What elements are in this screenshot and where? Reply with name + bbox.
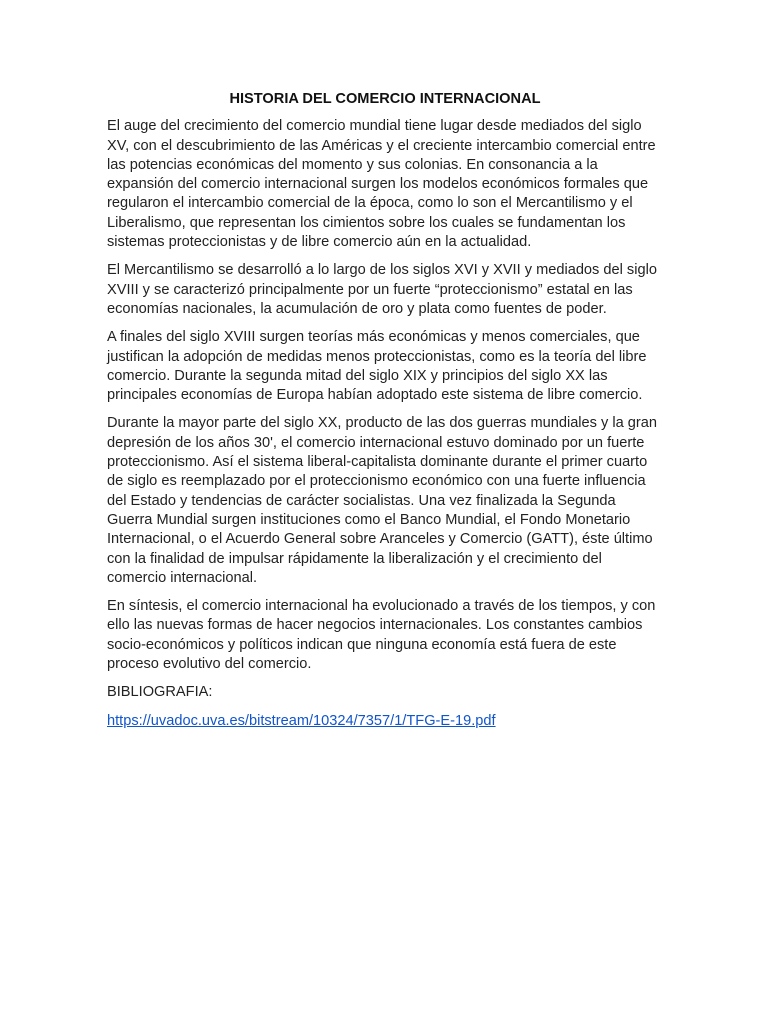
paragraph-libre-comercio: A finales del siglo XVIII surgen teorías más económicas y menos comerciales, que justifican la adopción de medidas menos proteccionistas, como es la teoría del libre comercio. Durante la segunda mitad del siglo XIX y principios del siglo XX las principales economías de Europa habían adoptado este sistema de libre comercio. xyxy=(107,329,647,404)
paragraph-siglo-xx: Durante la mayor parte del siglo XX, producto de las dos guerras mundiales y la gran depresión de los años 30', el comercio internacional estuvo dominado por un fuerte proteccionismo. Así el sistema liberal-capitalista dominante durante el primer cuarto de siglo es reemplazado por el proteccionismo económico con una fuerte influencia del Estado y tendencias de carácter socialistas. Una vez finalizada la Segunda Guerra Mundial surgen instituciones como el Banco Mundial, el Fondo Monetario Internacional, o el Acuerdo General sobre Aranceles y Comercio (GATT), éste último con la finalidad de impulsar rápidamente la liberalización y el crecimiento del comercio internacional. xyxy=(107,415,657,586)
bibliography-link[interactable]: https://uvadoc.uva.es/bitstream/10324/7357/1/TFG-E-19.pdf xyxy=(107,712,496,729)
paragraph-mercantilismo: El Mercantilismo se desarrolló a lo largo de los siglos XVI y XVII y mediados del siglo XVIII y se caracterizó principalmente por un fuerte “proteccionismo” estatal en las economías nacionales, la acumulación de oro y plata como fuentes de poder. xyxy=(107,262,657,317)
document-title: HISTORIA DEL COMERCIO INTERNACIONAL xyxy=(229,91,541,107)
paragraph-sintesis: En síntesis, el comercio internacional ha evolucionado a través de los tiempos, y con ello las nuevas formas de hacer negocios internacionales. Los constantes cambios socio-económicos y políticos indican que ninguna economía está fuera de este proceso evolutivo del comercio. xyxy=(107,598,656,673)
bibliography-heading: BIBLIOGRAFIA: xyxy=(107,684,213,701)
paragraph-intro: El auge del crecimiento del comercio mundial tiene lugar desde mediados del siglo XV, con el descubrimiento de las Américas y el creciente intercambio comercial entre las potencias económicas del momento y sus colonias. En consonancia a la expansión del comercio internacional surgen los modelos económicos formales que regularon el intercambio comercial de la época, como lo son el Mercantilismo y el Liberalismo, que representan los cimientos sobre los cuales se fundamentan los sistemas proteccionistas y de libre comercio aún en la actualidad. xyxy=(107,118,656,251)
document-page xyxy=(107,90,663,740)
